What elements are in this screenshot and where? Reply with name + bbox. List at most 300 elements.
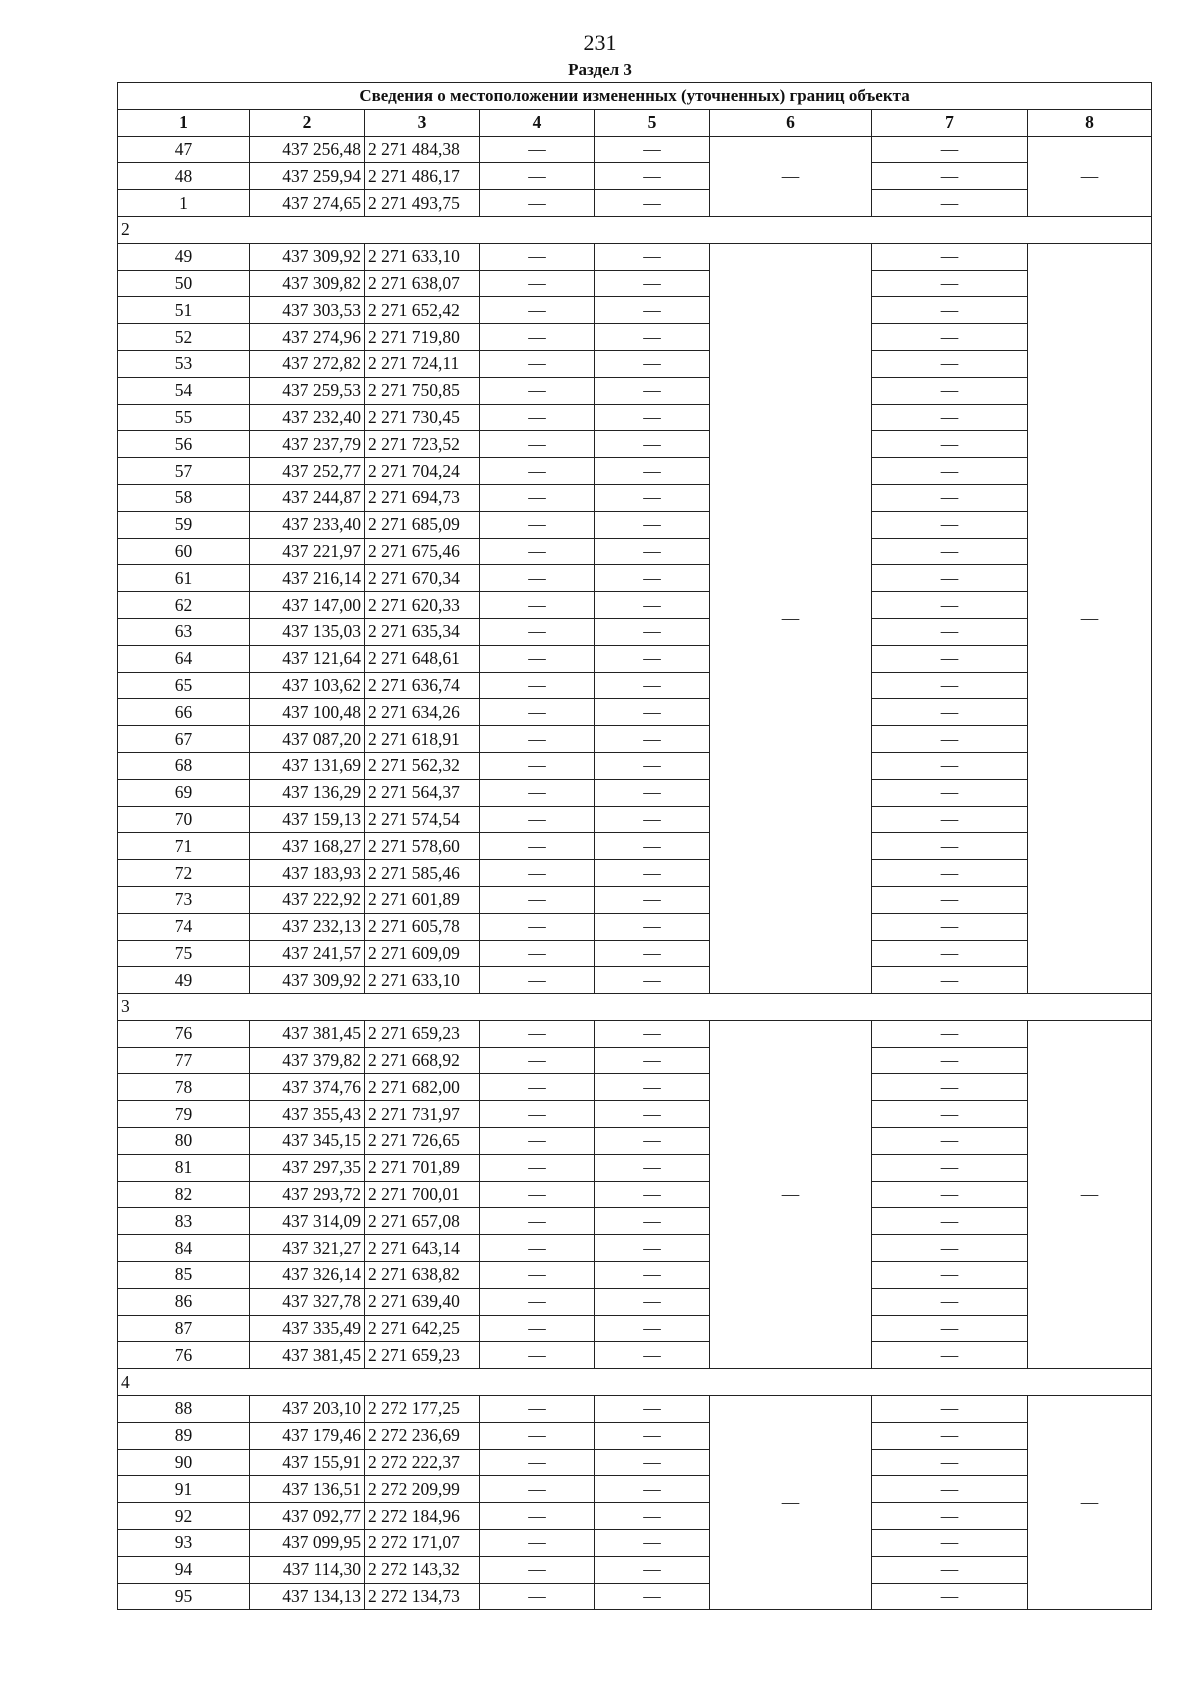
col6-merged-value: — <box>710 1020 872 1368</box>
col4-value: — <box>480 1476 595 1503</box>
contour-group-row <box>118 994 1152 1021</box>
col7-value: — <box>872 297 1028 324</box>
point-number: 76 <box>118 1020 250 1047</box>
col4-value: — <box>480 1020 595 1047</box>
col4-value: — <box>480 324 595 351</box>
col5-value: — <box>595 538 710 565</box>
table-row <box>118 860 1152 887</box>
col4-value: — <box>480 458 595 485</box>
col5-value: — <box>595 458 710 485</box>
coordinate-x: 437 303,53 <box>250 297 365 324</box>
coordinate-x: 437 256,48 <box>250 136 365 163</box>
coordinate-y: 2 271 639,40 <box>365 1288 480 1315</box>
point-number: 77 <box>118 1047 250 1074</box>
table-row <box>118 350 1152 377</box>
col7-value: — <box>872 1020 1028 1047</box>
col7-value: — <box>872 1235 1028 1262</box>
col7-value: — <box>872 350 1028 377</box>
coordinate-x: 437 321,27 <box>250 1235 365 1262</box>
coordinate-y: 2 271 609,09 <box>365 940 480 967</box>
col4-value: — <box>480 484 595 511</box>
col4-value: — <box>480 1396 595 1423</box>
col7-value: — <box>872 163 1028 190</box>
col7-value: — <box>872 565 1028 592</box>
point-number: 58 <box>118 484 250 511</box>
col7-value: — <box>872 1530 1028 1557</box>
col4-value: — <box>480 672 595 699</box>
point-number: 63 <box>118 618 250 645</box>
coordinate-x: 437 274,96 <box>250 324 365 351</box>
table-row <box>118 1101 1152 1128</box>
col7-value: — <box>872 645 1028 672</box>
table-row <box>118 1047 1152 1074</box>
col8-merged-value: — <box>1028 1020 1152 1368</box>
contour-group-row <box>118 1369 1152 1396</box>
coordinate-y: 2 271 585,46 <box>365 860 480 887</box>
point-number: 51 <box>118 297 250 324</box>
point-number: 80 <box>118 1128 250 1155</box>
point-number: 92 <box>118 1503 250 1530</box>
col7-value: — <box>872 940 1028 967</box>
col5-value: — <box>595 726 710 753</box>
col4-value: — <box>480 1422 595 1449</box>
coordinate-y: 2 271 668,92 <box>365 1047 480 1074</box>
col5-value: — <box>595 190 710 217</box>
col4-value: — <box>480 726 595 753</box>
col4-value: — <box>480 1235 595 1262</box>
col7-value: — <box>872 1128 1028 1155</box>
table-row <box>118 967 1152 994</box>
coordinate-x: 437 100,48 <box>250 699 365 726</box>
col7-value: — <box>872 538 1028 565</box>
coordinate-x: 437 147,00 <box>250 592 365 619</box>
coordinate-y: 2 271 659,23 <box>365 1020 480 1047</box>
table-row <box>118 1074 1152 1101</box>
col4-value: — <box>480 511 595 538</box>
col4-value: — <box>480 431 595 458</box>
table-row <box>118 377 1152 404</box>
col7-value: — <box>872 1422 1028 1449</box>
col7-value: — <box>872 726 1028 753</box>
coordinate-x: 437 309,92 <box>250 967 365 994</box>
point-number: 64 <box>118 645 250 672</box>
col5-value: — <box>595 1530 710 1557</box>
coordinate-y: 2 271 731,97 <box>365 1101 480 1128</box>
contour-group-label: 2 <box>118 216 1152 243</box>
point-number: 95 <box>118 1583 250 1610</box>
table-row <box>118 1449 1152 1476</box>
col7-value: — <box>872 672 1028 699</box>
coordinate-x: 437 272,82 <box>250 350 365 377</box>
col5-value: — <box>595 1583 710 1610</box>
coordinate-x: 437 092,77 <box>250 1503 365 1530</box>
point-number: 84 <box>118 1235 250 1262</box>
col7-value: — <box>872 592 1028 619</box>
point-number: 49 <box>118 243 250 270</box>
coordinate-x: 437 259,53 <box>250 377 365 404</box>
point-number: 71 <box>118 833 250 860</box>
col7-value: — <box>872 967 1028 994</box>
coordinate-x: 437 136,51 <box>250 1476 365 1503</box>
col5-value: — <box>595 1208 710 1235</box>
coordinate-y: 2 271 724,11 <box>365 350 480 377</box>
table-row <box>118 752 1152 779</box>
point-number: 93 <box>118 1530 250 1557</box>
col4-value: — <box>480 350 595 377</box>
coordinate-x: 437 244,87 <box>250 484 365 511</box>
coordinate-x: 437 355,43 <box>250 1101 365 1128</box>
table-row <box>118 538 1152 565</box>
coordinate-x: 437 179,46 <box>250 1422 365 1449</box>
col7-value: — <box>872 1288 1028 1315</box>
table-row <box>118 1422 1152 1449</box>
col7-value: — <box>872 779 1028 806</box>
coordinate-x: 437 232,40 <box>250 404 365 431</box>
col4-value: — <box>480 779 595 806</box>
coordinate-x: 437 309,92 <box>250 243 365 270</box>
point-number: 59 <box>118 511 250 538</box>
coordinate-x: 437 216,14 <box>250 565 365 592</box>
boundary-coordinates-table <box>117 82 1152 1610</box>
col7-value: — <box>872 270 1028 297</box>
coordinate-y: 2 272 134,73 <box>365 1583 480 1610</box>
coordinate-y: 2 271 670,34 <box>365 565 480 592</box>
col7-value: — <box>872 1101 1028 1128</box>
point-number: 56 <box>118 431 250 458</box>
coordinate-y: 2 271 685,09 <box>365 511 480 538</box>
table-row <box>118 1208 1152 1235</box>
coordinate-y: 2 271 633,10 <box>365 243 480 270</box>
coordinate-x: 437 221,97 <box>250 538 365 565</box>
coordinate-x: 437 335,49 <box>250 1315 365 1342</box>
coordinate-x: 437 114,30 <box>250 1556 365 1583</box>
coordinate-x: 437 241,57 <box>250 940 365 967</box>
column-header: 2 <box>250 109 365 136</box>
col7-value: — <box>872 1396 1028 1423</box>
point-number: 67 <box>118 726 250 753</box>
table-row <box>118 1315 1152 1342</box>
col5-value: — <box>595 1556 710 1583</box>
point-number: 78 <box>118 1074 250 1101</box>
coordinate-y: 2 271 648,61 <box>365 645 480 672</box>
col4-value: — <box>480 190 595 217</box>
col4-value: — <box>480 1047 595 1074</box>
col4-value: — <box>480 752 595 779</box>
col5-value: — <box>595 833 710 860</box>
col7-value: — <box>872 806 1028 833</box>
coordinate-x: 437 131,69 <box>250 752 365 779</box>
col7-value: — <box>872 699 1028 726</box>
point-number: 55 <box>118 404 250 431</box>
col4-value: — <box>480 806 595 833</box>
coordinate-y: 2 271 574,54 <box>365 806 480 833</box>
table-row <box>118 645 1152 672</box>
col5-value: — <box>595 1101 710 1128</box>
coordinate-x: 437 103,62 <box>250 672 365 699</box>
col5-value: — <box>595 270 710 297</box>
coordinate-y: 2 272 209,99 <box>365 1476 480 1503</box>
col8-merged-value: — <box>1028 136 1152 216</box>
col7-value: — <box>872 1503 1028 1530</box>
coordinate-x: 437 293,72 <box>250 1181 365 1208</box>
col5-value: — <box>595 350 710 377</box>
coordinate-y: 2 271 657,08 <box>365 1208 480 1235</box>
point-number: 49 <box>118 967 250 994</box>
coordinate-y: 2 271 659,23 <box>365 1342 480 1369</box>
table-row <box>118 458 1152 485</box>
col4-value: — <box>480 1074 595 1101</box>
coordinate-x: 437 121,64 <box>250 645 365 672</box>
table-row <box>118 324 1152 351</box>
table-row <box>118 1556 1152 1583</box>
col4-value: — <box>480 404 595 431</box>
coordinate-y: 2 272 236,69 <box>365 1422 480 1449</box>
col4-value: — <box>480 270 595 297</box>
table-row <box>118 163 1152 190</box>
coordinate-x: 437 183,93 <box>250 860 365 887</box>
point-number: 60 <box>118 538 250 565</box>
coordinate-x: 437 168,27 <box>250 833 365 860</box>
coordinate-x: 437 345,15 <box>250 1128 365 1155</box>
col4-value: — <box>480 699 595 726</box>
point-number: 62 <box>118 592 250 619</box>
coordinate-x: 437 237,79 <box>250 431 365 458</box>
col7-value: — <box>872 243 1028 270</box>
point-number: 1 <box>118 190 250 217</box>
col5-value: — <box>595 565 710 592</box>
point-number: 65 <box>118 672 250 699</box>
point-number: 68 <box>118 752 250 779</box>
col5-value: — <box>595 243 710 270</box>
coordinate-y: 2 272 222,37 <box>365 1449 480 1476</box>
coordinate-y: 2 272 177,25 <box>365 1396 480 1423</box>
col5-value: — <box>595 940 710 967</box>
col4-value: — <box>480 645 595 672</box>
col4-value: — <box>480 1208 595 1235</box>
col5-value: — <box>595 1422 710 1449</box>
col7-value: — <box>872 1047 1028 1074</box>
col4-value: — <box>480 163 595 190</box>
coordinate-x: 437 381,45 <box>250 1020 365 1047</box>
col5-value: — <box>595 163 710 190</box>
col5-value: — <box>595 136 710 163</box>
col5-value: — <box>595 511 710 538</box>
col4-value: — <box>480 1583 595 1610</box>
point-number: 87 <box>118 1315 250 1342</box>
col5-value: — <box>595 1342 710 1369</box>
coordinate-x: 437 099,95 <box>250 1530 365 1557</box>
coordinate-y: 2 271 634,26 <box>365 699 480 726</box>
col4-value: — <box>480 913 595 940</box>
coordinate-y: 2 271 700,01 <box>365 1181 480 1208</box>
col7-value: — <box>872 752 1028 779</box>
column-header: 8 <box>1028 109 1152 136</box>
col4-value: — <box>480 940 595 967</box>
coordinate-x: 437 379,82 <box>250 1047 365 1074</box>
coordinate-x: 437 135,03 <box>250 618 365 645</box>
table-row <box>118 1476 1152 1503</box>
point-number: 82 <box>118 1181 250 1208</box>
section-title: Раздел 3 <box>568 60 632 79</box>
coordinate-x: 437 203,10 <box>250 1396 365 1423</box>
col4-value: — <box>480 136 595 163</box>
col5-value: — <box>595 1154 710 1181</box>
table-row <box>118 136 1152 163</box>
col5-value: — <box>595 592 710 619</box>
col7-value: — <box>872 377 1028 404</box>
col4-value: — <box>480 1315 595 1342</box>
table-row <box>118 1342 1152 1369</box>
contour-group-label: 3 <box>118 994 1152 1021</box>
point-number: 61 <box>118 565 250 592</box>
coordinate-y: 2 272 184,96 <box>365 1503 480 1530</box>
coordinate-x: 437 309,82 <box>250 270 365 297</box>
coordinate-x: 437 252,77 <box>250 458 365 485</box>
coordinate-y: 2 271 652,42 <box>365 297 480 324</box>
col4-value: — <box>480 1262 595 1289</box>
col5-value: — <box>595 404 710 431</box>
col4-value: — <box>480 833 595 860</box>
col4-value: — <box>480 1530 595 1557</box>
col7-value: — <box>872 1476 1028 1503</box>
coordinate-y: 2 272 143,32 <box>365 1556 480 1583</box>
table-row <box>118 699 1152 726</box>
coordinate-x: 437 326,14 <box>250 1262 365 1289</box>
coordinate-y: 2 271 636,74 <box>365 672 480 699</box>
col4-value: — <box>480 1154 595 1181</box>
col5-value: — <box>595 1262 710 1289</box>
table-row <box>118 592 1152 619</box>
table-row <box>118 190 1152 217</box>
table-row <box>118 672 1152 699</box>
column-header: 6 <box>710 109 872 136</box>
col4-value: — <box>480 860 595 887</box>
col7-value: — <box>872 1315 1028 1342</box>
col7-value: — <box>872 886 1028 913</box>
coordinate-x: 437 087,20 <box>250 726 365 753</box>
point-number: 72 <box>118 860 250 887</box>
point-number: 88 <box>118 1396 250 1423</box>
point-number: 53 <box>118 350 250 377</box>
coordinate-y: 2 271 750,85 <box>365 377 480 404</box>
coordinate-y: 2 271 562,32 <box>365 752 480 779</box>
coordinate-y: 2 271 601,89 <box>365 886 480 913</box>
col5-value: — <box>595 1235 710 1262</box>
coordinate-x: 437 274,65 <box>250 190 365 217</box>
table-row <box>118 404 1152 431</box>
coordinate-x: 437 134,13 <box>250 1583 365 1610</box>
table-row <box>118 806 1152 833</box>
col5-value: — <box>595 645 710 672</box>
coordinate-y: 2 271 493,75 <box>365 190 480 217</box>
col4-value: — <box>480 592 595 619</box>
table-row <box>118 618 1152 645</box>
coordinate-x: 437 314,09 <box>250 1208 365 1235</box>
coordinate-y: 2 271 618,91 <box>365 726 480 753</box>
coordinate-x: 437 374,76 <box>250 1074 365 1101</box>
col7-value: — <box>872 431 1028 458</box>
col7-value: — <box>872 484 1028 511</box>
col5-value: — <box>595 324 710 351</box>
col8-merged-value: — <box>1028 243 1152 993</box>
coordinate-x: 437 233,40 <box>250 511 365 538</box>
coordinate-y: 2 271 635,34 <box>365 618 480 645</box>
point-number: 90 <box>118 1449 250 1476</box>
col7-value: — <box>872 136 1028 163</box>
col5-value: — <box>595 779 710 806</box>
point-number: 48 <box>118 163 250 190</box>
coordinate-y: 2 271 723,52 <box>365 431 480 458</box>
col4-value: — <box>480 1449 595 1476</box>
table-row <box>118 833 1152 860</box>
coordinate-y: 2 271 642,25 <box>365 1315 480 1342</box>
table-caption: Сведения о местоположении измененных (уточненных) границ объекта <box>118 83 1152 110</box>
coordinate-y: 2 271 719,80 <box>365 324 480 351</box>
column-header-row <box>118 109 1152 136</box>
col4-value: — <box>480 1101 595 1128</box>
col7-value: — <box>872 458 1028 485</box>
table-row <box>118 431 1152 458</box>
point-number: 81 <box>118 1154 250 1181</box>
col5-value: — <box>595 967 710 994</box>
column-header: 4 <box>480 109 595 136</box>
coordinate-y: 2 271 704,24 <box>365 458 480 485</box>
table-row <box>118 243 1152 270</box>
col7-value: — <box>872 404 1028 431</box>
col5-value: — <box>595 1476 710 1503</box>
coordinate-y: 2 271 564,37 <box>365 779 480 806</box>
col7-value: — <box>872 1583 1028 1610</box>
col5-value: — <box>595 699 710 726</box>
table-row <box>118 1235 1152 1262</box>
col4-value: — <box>480 377 595 404</box>
col7-value: — <box>872 1154 1028 1181</box>
column-header: 5 <box>595 109 710 136</box>
point-number: 79 <box>118 1101 250 1128</box>
table-row <box>118 565 1152 592</box>
point-number: 91 <box>118 1476 250 1503</box>
col5-value: — <box>595 1396 710 1423</box>
col4-value: — <box>480 1556 595 1583</box>
coordinate-x: 437 232,13 <box>250 913 365 940</box>
contour-group-label: 4 <box>118 1369 1152 1396</box>
coordinate-y: 2 272 171,07 <box>365 1530 480 1557</box>
coordinate-x: 437 222,92 <box>250 886 365 913</box>
coordinate-y: 2 271 486,17 <box>365 163 480 190</box>
col4-value: — <box>480 1503 595 1530</box>
col5-value: — <box>595 886 710 913</box>
col4-value: — <box>480 565 595 592</box>
col7-value: — <box>872 190 1028 217</box>
col4-value: — <box>480 297 595 324</box>
col7-value: — <box>872 1342 1028 1369</box>
point-number: 75 <box>118 940 250 967</box>
coordinate-y: 2 271 484,38 <box>365 136 480 163</box>
table-row <box>118 1154 1152 1181</box>
table-body <box>118 136 1152 1610</box>
col7-value: — <box>872 324 1028 351</box>
contour-group-row <box>118 216 1152 243</box>
coordinate-x: 437 159,13 <box>250 806 365 833</box>
col7-value: — <box>872 1449 1028 1476</box>
table-row <box>118 1583 1152 1610</box>
col5-value: — <box>595 1047 710 1074</box>
col5-value: — <box>595 377 710 404</box>
point-number: 73 <box>118 886 250 913</box>
col5-value: — <box>595 1288 710 1315</box>
col7-value: — <box>872 1556 1028 1583</box>
col5-value: — <box>595 297 710 324</box>
